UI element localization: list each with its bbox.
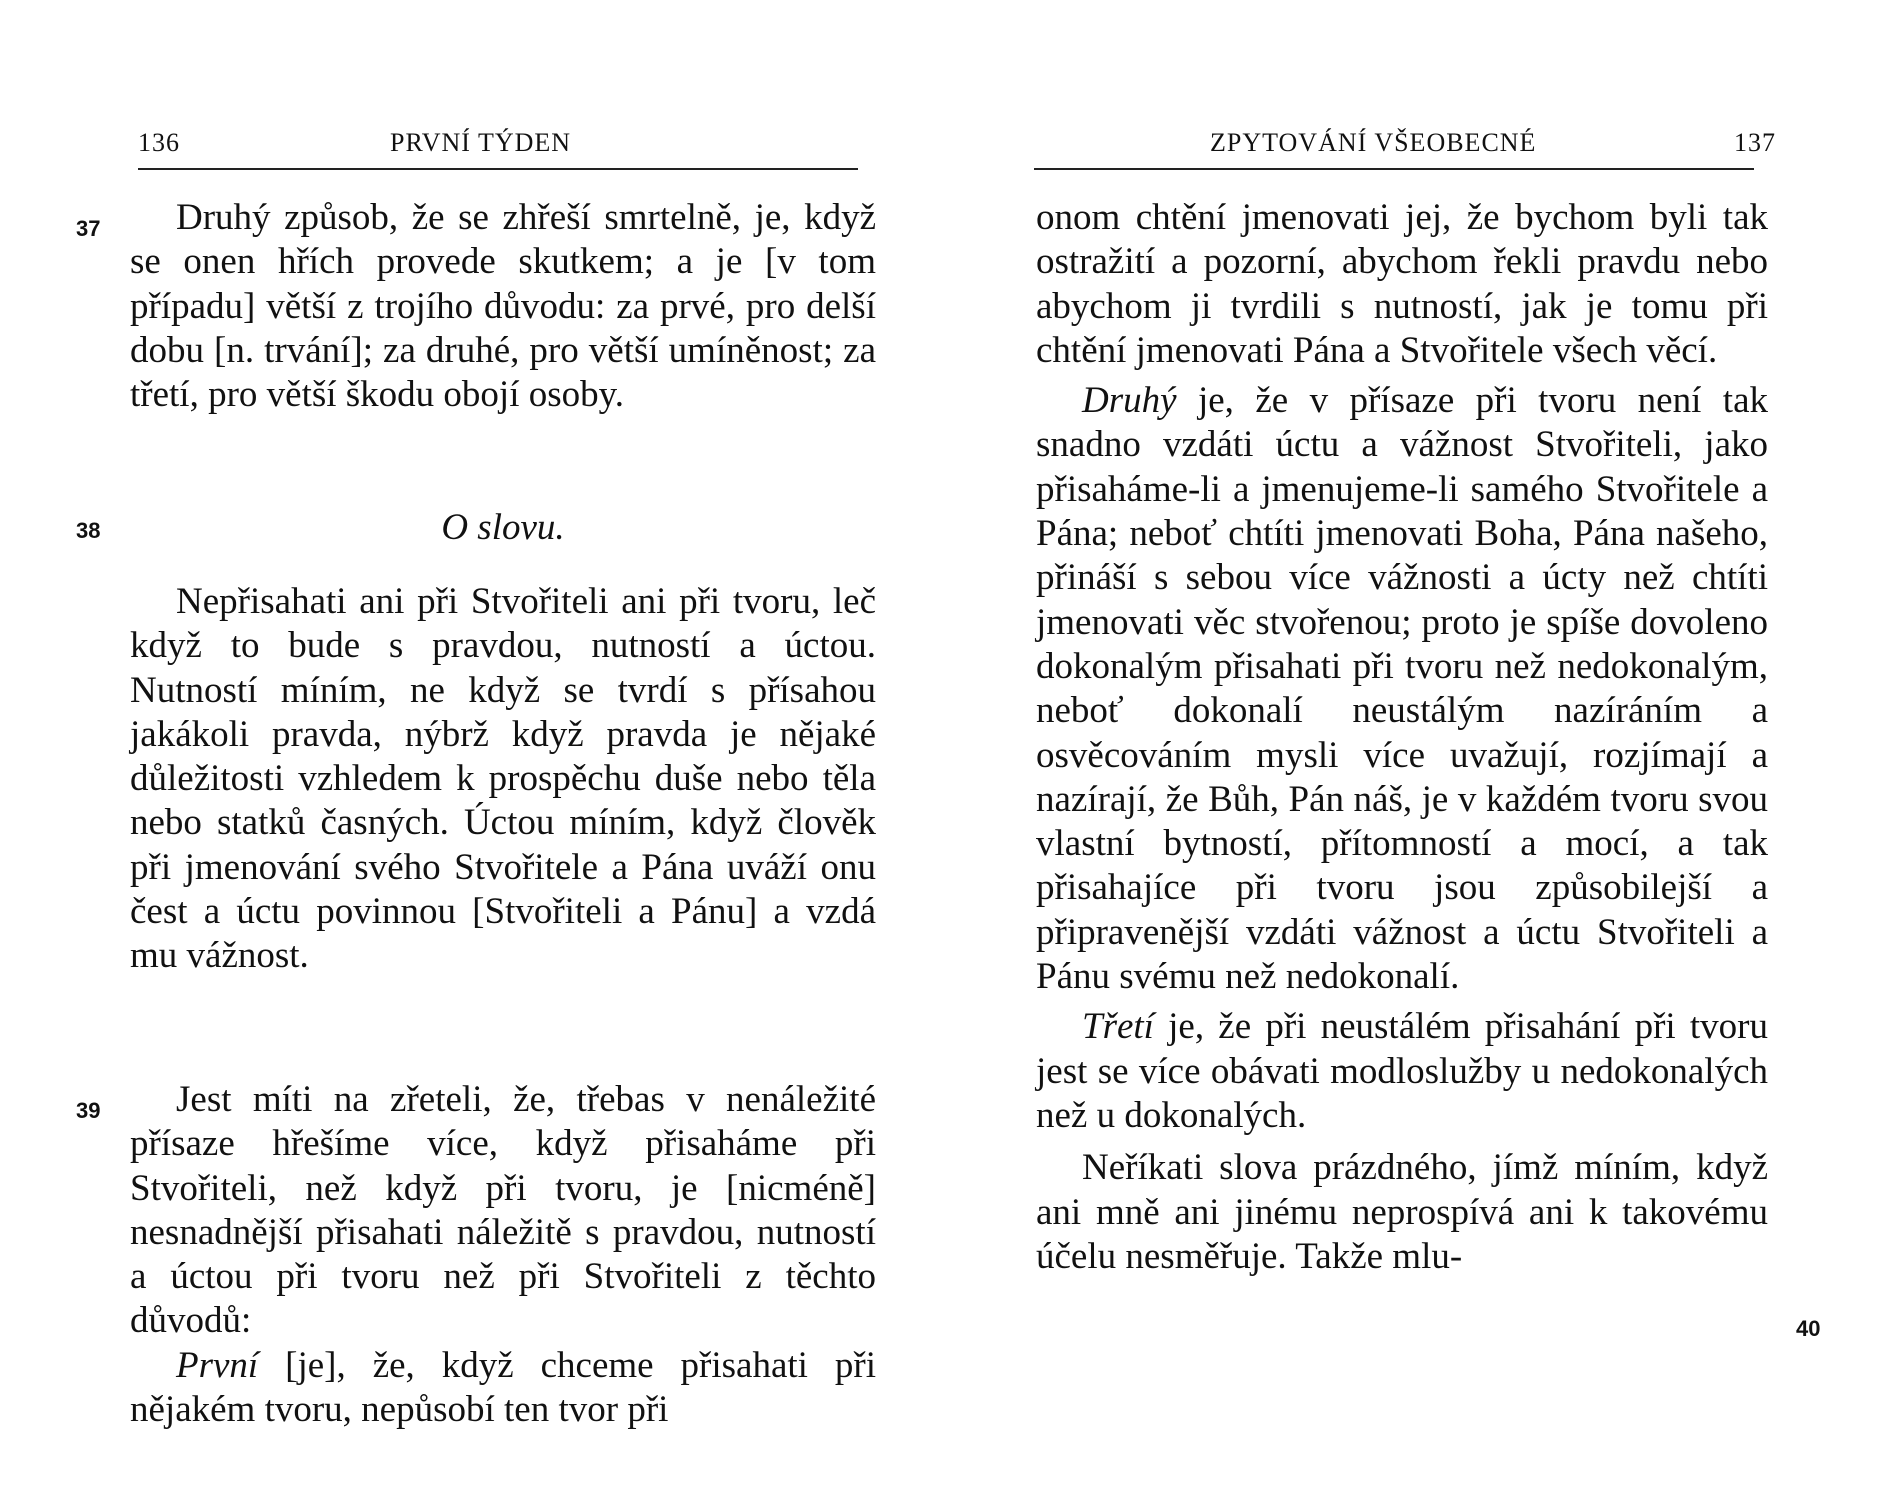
reason-text: je, že při neustálém přisahání při tvoru jest se více obávati modloslužby u nedokonalých než u dokonalých. — [1036, 1006, 1768, 1136]
reason-label: První — [176, 1344, 259, 1386]
reason-text: je, že v přísaze při tvoru není tak snadno vzdáti úctu a vážnost Stvořiteli, jako přisaháme-li a jmenujeme-li samého Stvořitele a Pána; neboť chtíti jmenovati Boha, Pána našeho, přináší s sebou více vážnosti a úcty než chtíti jmenovati věc stvořenou; proto je spíše dovoleno dokonalým přisahati při tvoru než nedokonalým, neboť dokonalí neustálým nazíráním a osvěcováním mysli více uvažují, rozjímají a nazírají, že Bůh, Pán náš, je v každém tvoru svou vlastní bytností, přítomností a mocí, a tak přisahajíce při tvoru jsou způsobilejší a připravenější vzdáti vážnost a úctu Stvořiteli a Pánu svému než nedokonalí. — [1036, 380, 1768, 998]
reason-label: Třetí — [1082, 1006, 1154, 1048]
paragraph-third-reason — [1036, 1005, 1768, 1138]
paragraph-text: Druhý způsob, že se zhřeší smrtelně, je, když se onen hřích provede skutkem; a je [v tom případu] větší z trojího důvodu: za prvé, pro delší dobu [n. trvání]; za druhé, pro větší umíněnost; za třetí, pro větší škodu obojí osoby. — [130, 197, 876, 416]
reason-text: [je], že, když chceme přisahati při nějakém tvoru, nepůsobí ten tvor při — [130, 1344, 876, 1431]
running-head: ZPYTOVÁNÍ VŠEOBECNÉ — [1210, 128, 1537, 157]
margin-number-37: 37 — [76, 216, 101, 241]
right-page — [946, 0, 1892, 1500]
right-text — [1036, 196, 1768, 1279]
header-rule — [1034, 168, 1754, 170]
paragraph-39 — [130, 1078, 876, 1432]
section-heading: O slovu. — [441, 507, 565, 548]
margin-number-39: 39 — [76, 1098, 101, 1123]
reason-label: Druhý — [1082, 380, 1177, 422]
paragraph-40: Neříkati slova prázdného, jímž míním, když ani mně ani jinému neprospívá ani k takovému účelu nesměřuje. Takže mlu- — [1036, 1147, 1768, 1277]
paragraph-37 — [130, 196, 876, 417]
header-rule — [138, 168, 858, 170]
paragraph-38 — [130, 580, 876, 979]
paragraph-second-reason — [1036, 379, 1768, 999]
paragraph-text: Jest míti na zřeteli, že, třebas v nenáležité přísaze hřešíme více, když přisaháme při Stvořiteli, než když při tvoru, je [nicméně] nesnadnější přisahati náležitě s pravdou, nutností a úctou při tvoru než při Stvořiteli z těchto důvodů: — [130, 1079, 876, 1342]
running-head: PRVNÍ TÝDEN — [390, 128, 572, 157]
margin-number-38: 38 — [76, 518, 101, 543]
margin-number-40: 40 — [1796, 1316, 1821, 1341]
paragraph-first-reason — [130, 1344, 876, 1433]
page-number: 136 — [138, 128, 180, 157]
page-number: 137 — [1734, 128, 1776, 157]
paragraph-text: Nepřisahati ani při Stvořiteli ani při tvoru, leč když to bude s pravdou, nutností a úctou. Nutností míním, ne když se tvrdí s přísahou jakákoli pravda, nýbrž když pravda je nějaké důležitosti vzhledem k prospěchu duše nebo těla nebo statků časných. Úctou míním, když člověk při jmenování svého Stvořitele a Pána uváží onu čest a úctu povinnou [Stvořiteli a Pánu] a vzdá mu vážnost. — [130, 581, 876, 977]
paragraph-continuation: onom chtění jmenovati jej, že bychom byli tak ostražití a pozorní, abychom řekli pravdu nebo abychom ji tvrdili s nutností, jak je tomu při chtění jmenovati Pána a Stvořitele všech věcí. — [1036, 197, 1768, 371]
